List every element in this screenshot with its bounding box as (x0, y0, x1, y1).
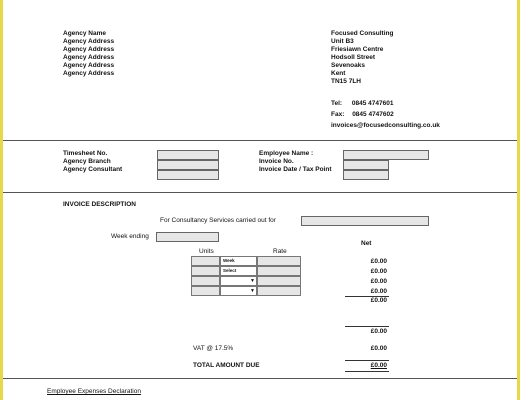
period-select[interactable] (220, 286, 257, 296)
timesheet-left-labels (63, 150, 122, 174)
company-address-line: Sevenoaks (331, 62, 365, 69)
period-select[interactable] (220, 266, 257, 276)
period-select[interactable] (220, 256, 257, 266)
agency-address-line: Agency Address (63, 38, 115, 45)
company-address-line: Hodsoll Street (331, 54, 376, 61)
agency-address-line: Agency Address (63, 54, 115, 61)
units-cell[interactable] (191, 276, 220, 286)
company-name: Focused Consulting (331, 30, 394, 37)
agency-consultant-label: Agency Consultant (63, 166, 123, 173)
net-header: Net (361, 240, 372, 247)
employee-name-field[interactable] (343, 150, 429, 160)
tel-label: Tel: (331, 100, 343, 107)
vat-amount: £0.00 (370, 345, 387, 352)
agency-address-block (63, 30, 114, 78)
employee-name-label: Employee Name : (259, 150, 314, 157)
line-amount: £0.00 (370, 258, 387, 265)
invoice-date-label: Invoice Date / Tax Point (259, 166, 332, 173)
subtotal-amount: £0.00 (370, 297, 387, 304)
services-label: For Consultancy Services carried out for (160, 217, 276, 224)
rate-cell[interactable] (257, 286, 301, 296)
chevron-down-icon[interactable]: ▼ (250, 278, 255, 284)
period-select-value: Week (223, 258, 235, 263)
rate-cell[interactable] (257, 276, 301, 286)
agency-branch-field[interactable] (157, 160, 219, 170)
rate-header: Rate (273, 248, 287, 255)
invoice-description-heading: INVOICE DESCRIPTION (63, 201, 136, 208)
services-field[interactable] (301, 216, 429, 226)
company-address-line: Unit B3 (331, 38, 354, 45)
timesheet-no-field[interactable] (157, 150, 219, 160)
company-address-block (331, 30, 393, 86)
line-amount: £0.00 (370, 268, 387, 275)
agency-consultant-field[interactable] (157, 170, 219, 180)
rate-cell[interactable] (257, 266, 301, 276)
company-postcode: TN15 7LH (331, 78, 361, 85)
divider-middle (3, 192, 517, 193)
agency-name: Agency Name (63, 30, 106, 37)
units-header: Units (199, 248, 214, 255)
divider-bottom (3, 378, 517, 379)
company-address-line: Kent (331, 70, 346, 77)
units-cell[interactable] (191, 266, 220, 276)
email-address[interactable]: invoices@focusedconsulting.co.uk (331, 122, 440, 129)
agency-address-line: Agency Address (63, 62, 115, 69)
timesheet-right-labels (259, 150, 331, 174)
chevron-down-icon[interactable]: ▼ (250, 288, 255, 294)
total-amount-label: TOTAL AMOUNT DUE (193, 362, 260, 369)
invoice-no-field[interactable] (343, 160, 389, 170)
period-select[interactable] (220, 276, 257, 286)
agency-address-line: Agency Address (63, 70, 115, 77)
units-cell[interactable] (191, 286, 220, 296)
company-contact-block (331, 100, 440, 130)
total-rule-top (345, 360, 389, 361)
invoice-no-label: Invoice No. (259, 158, 294, 165)
timesheet-no-label: Timesheet No. (63, 150, 108, 157)
company-address-line: Friesiawn Centre (331, 46, 384, 53)
tel-value: 0845 4747601 (351, 100, 394, 107)
fax-label: Fax: (331, 111, 345, 118)
week-ending-label: Week ending (111, 233, 149, 240)
units-cell[interactable] (191, 256, 220, 266)
invoice-date-field[interactable] (343, 170, 389, 180)
agency-branch-label: Agency Branch (63, 158, 111, 165)
fax-row (331, 111, 440, 119)
tel-row (331, 100, 440, 108)
total-amount-due: £0.00 (370, 362, 387, 369)
total-rule-bottom (345, 371, 389, 372)
rate-cell[interactable] (257, 256, 301, 266)
net-total-rule (345, 326, 389, 327)
net-total-amount: £0.00 (370, 328, 387, 335)
week-ending-field[interactable] (156, 232, 219, 242)
line-amount: £0.00 (370, 278, 387, 285)
expenses-heading: Employee Expenses Declaration (47, 388, 141, 395)
period-select-value: Select (223, 268, 237, 273)
fax-value: 0845 4747602 (352, 111, 394, 118)
agency-address-line: Agency Address (63, 46, 115, 53)
divider-top (3, 140, 517, 141)
line-amount: £0.00 (370, 288, 387, 295)
vat-label: VAT @ 17.5% (193, 345, 234, 352)
